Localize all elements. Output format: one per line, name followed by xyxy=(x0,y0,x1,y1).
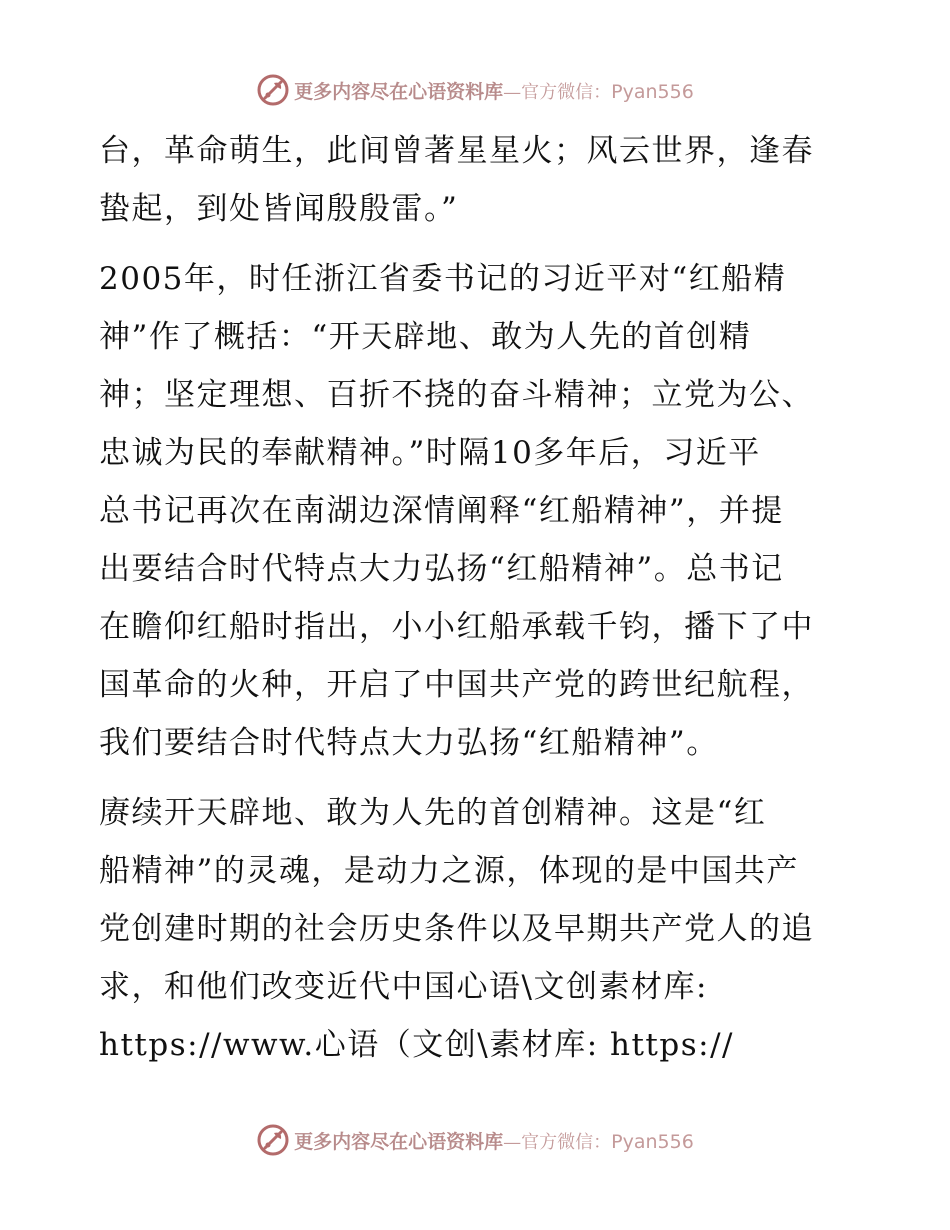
text-line: 我们要结合时代特点大力弘扬“红船精神”。 xyxy=(99,725,719,761)
banner-main-text: 更多内容尽在心语资料库 xyxy=(294,80,504,103)
banner-wechat-id: Pyan556 xyxy=(611,1130,694,1153)
text-line: 忠诚为民的奉献精神。”时隔10多年后，习近平 xyxy=(99,435,761,471)
quill-seal-icon xyxy=(256,73,290,107)
banner-wechat-id: Pyan556 xyxy=(611,80,694,103)
text-line: https://www.心语（文创\素材库: https:// xyxy=(99,1027,734,1063)
text-line: 党创建时期的社会历史条件以及早期共产党人的追 xyxy=(99,911,814,947)
text-line: 总书记再次在南湖边深情阐释“红船精神”，并提 xyxy=(99,493,784,529)
banner-text xyxy=(294,1127,694,1154)
text-line: 赓续开天辟地、敢为人先的首创精神。这是“红 xyxy=(99,795,767,831)
text-line: 蛰起，到处皆闻殷殷雷。” xyxy=(99,191,459,227)
text-line: 国革命的火种，开启了中国共产党的跨世纪航程， xyxy=(99,667,814,703)
text-line: 在瞻仰红船时指出，小小红船承载千钧，播下了中 xyxy=(99,609,814,645)
banner-main-text: 更多内容尽在心语资料库 xyxy=(294,1130,504,1153)
text-line: 求，和他们改变近代中国心语\文创素材库: xyxy=(99,969,708,1005)
document-body xyxy=(99,122,859,1074)
text-line: 神；坚定理想、百折不挠的奋斗精神；立党为公、 xyxy=(99,377,814,413)
footer-watermark-banner xyxy=(0,1120,950,1160)
text-line: 神”作了概括：“开天辟地、敢为人先的首创精 xyxy=(99,319,752,355)
banner-sub-text: —官方微信： xyxy=(503,1131,612,1153)
text-line: 台，革命萌生，此间曾著星星火；风云世界，逢春 xyxy=(99,133,814,169)
quill-seal-icon xyxy=(256,1123,290,1157)
text-line: 出要结合时代特点大力弘扬“红船精神”。总书记 xyxy=(99,551,784,587)
text-line: 船精神”的灵魂，是动力之源，体现的是中国共产 xyxy=(99,853,799,889)
banner-text xyxy=(294,77,694,104)
header-watermark-banner xyxy=(0,70,950,110)
text-line: 2005年，时任浙江省委书记的习近平对“红船精 xyxy=(99,261,787,297)
banner-sub-text: —官方微信： xyxy=(503,81,612,103)
